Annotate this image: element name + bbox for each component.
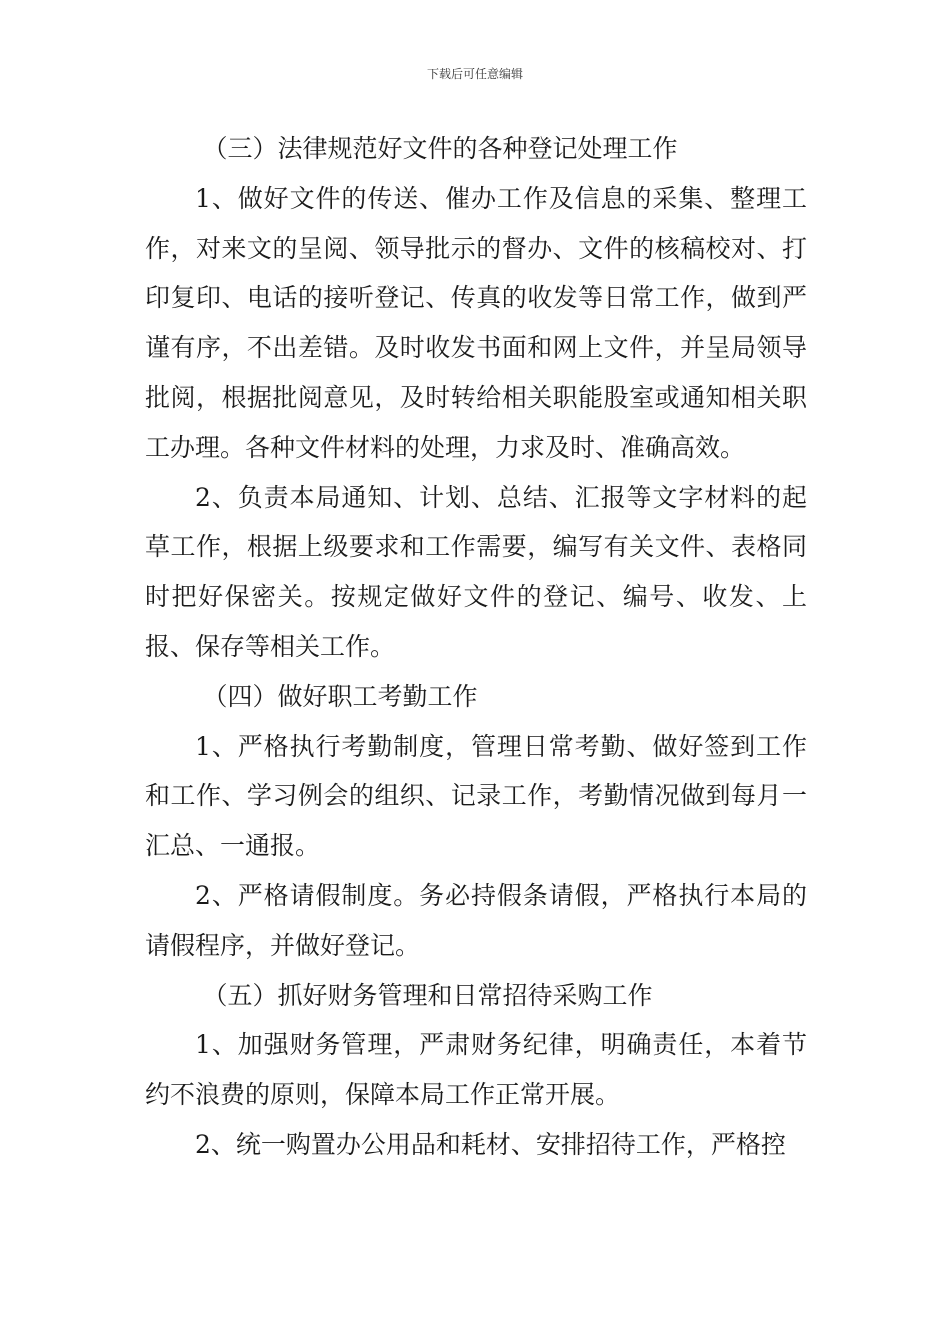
section-heading-4: （四）做好职工考勤工作 (202, 681, 478, 711)
document-body (145, 124, 807, 1170)
page-header-note: 下载后可任意编辑 (426, 67, 523, 81)
paragraph-5-2: 2、统一购置办公用品和耗材、安排招待工作，严格控 (195, 1129, 786, 1159)
paragraph-3-2: 2、负责本局通知、计划、总结、汇报等文字材料的起草工作，根据上级要求和工作需要，编写有关文件、表格同时把好保密关。按规定做好文件的登记、编号、收发、上报、保存等相关工作。 (145, 482, 807, 661)
paragraph-5-1: 1、加强财务管理，严肃财务纪律，明确责任，本着节约不浪费的原则，保障本局工作正常开展。 (145, 1030, 807, 1110)
paragraph-4-1: 1、严格执行考勤制度，管理日常考勤、做好签到工作和工作、学习例会的组织、记录工作，考勤情况做到每月一汇总、一通报。 (145, 731, 807, 861)
paragraph-4-2: 2、严格请假制度。务必持假条请假，严格执行本局的请假程序，并做好登记。 (145, 880, 807, 960)
section-heading-5: （五）抓好财务管理和日常招待采购工作 (202, 980, 653, 1010)
paragraph-3-1: 1、做好文件的传送、催办工作及信息的采集、整理工作，对来文的呈阅、领导批示的督办、文件的核稿校对、打印复印、电话的接听登记、传真的收发等日常工作，做到严谨有序，不出差错。及时收发书面和网上文件，并呈局领导批阅，根据批阅意见，及时转给相关职能股室或通知相关职工办理。各种文件材料的处理，力求及时、准确高效。 (145, 183, 807, 462)
section-heading-3: （三）法律规范好文件的各种登记处理工作 (202, 134, 678, 163)
